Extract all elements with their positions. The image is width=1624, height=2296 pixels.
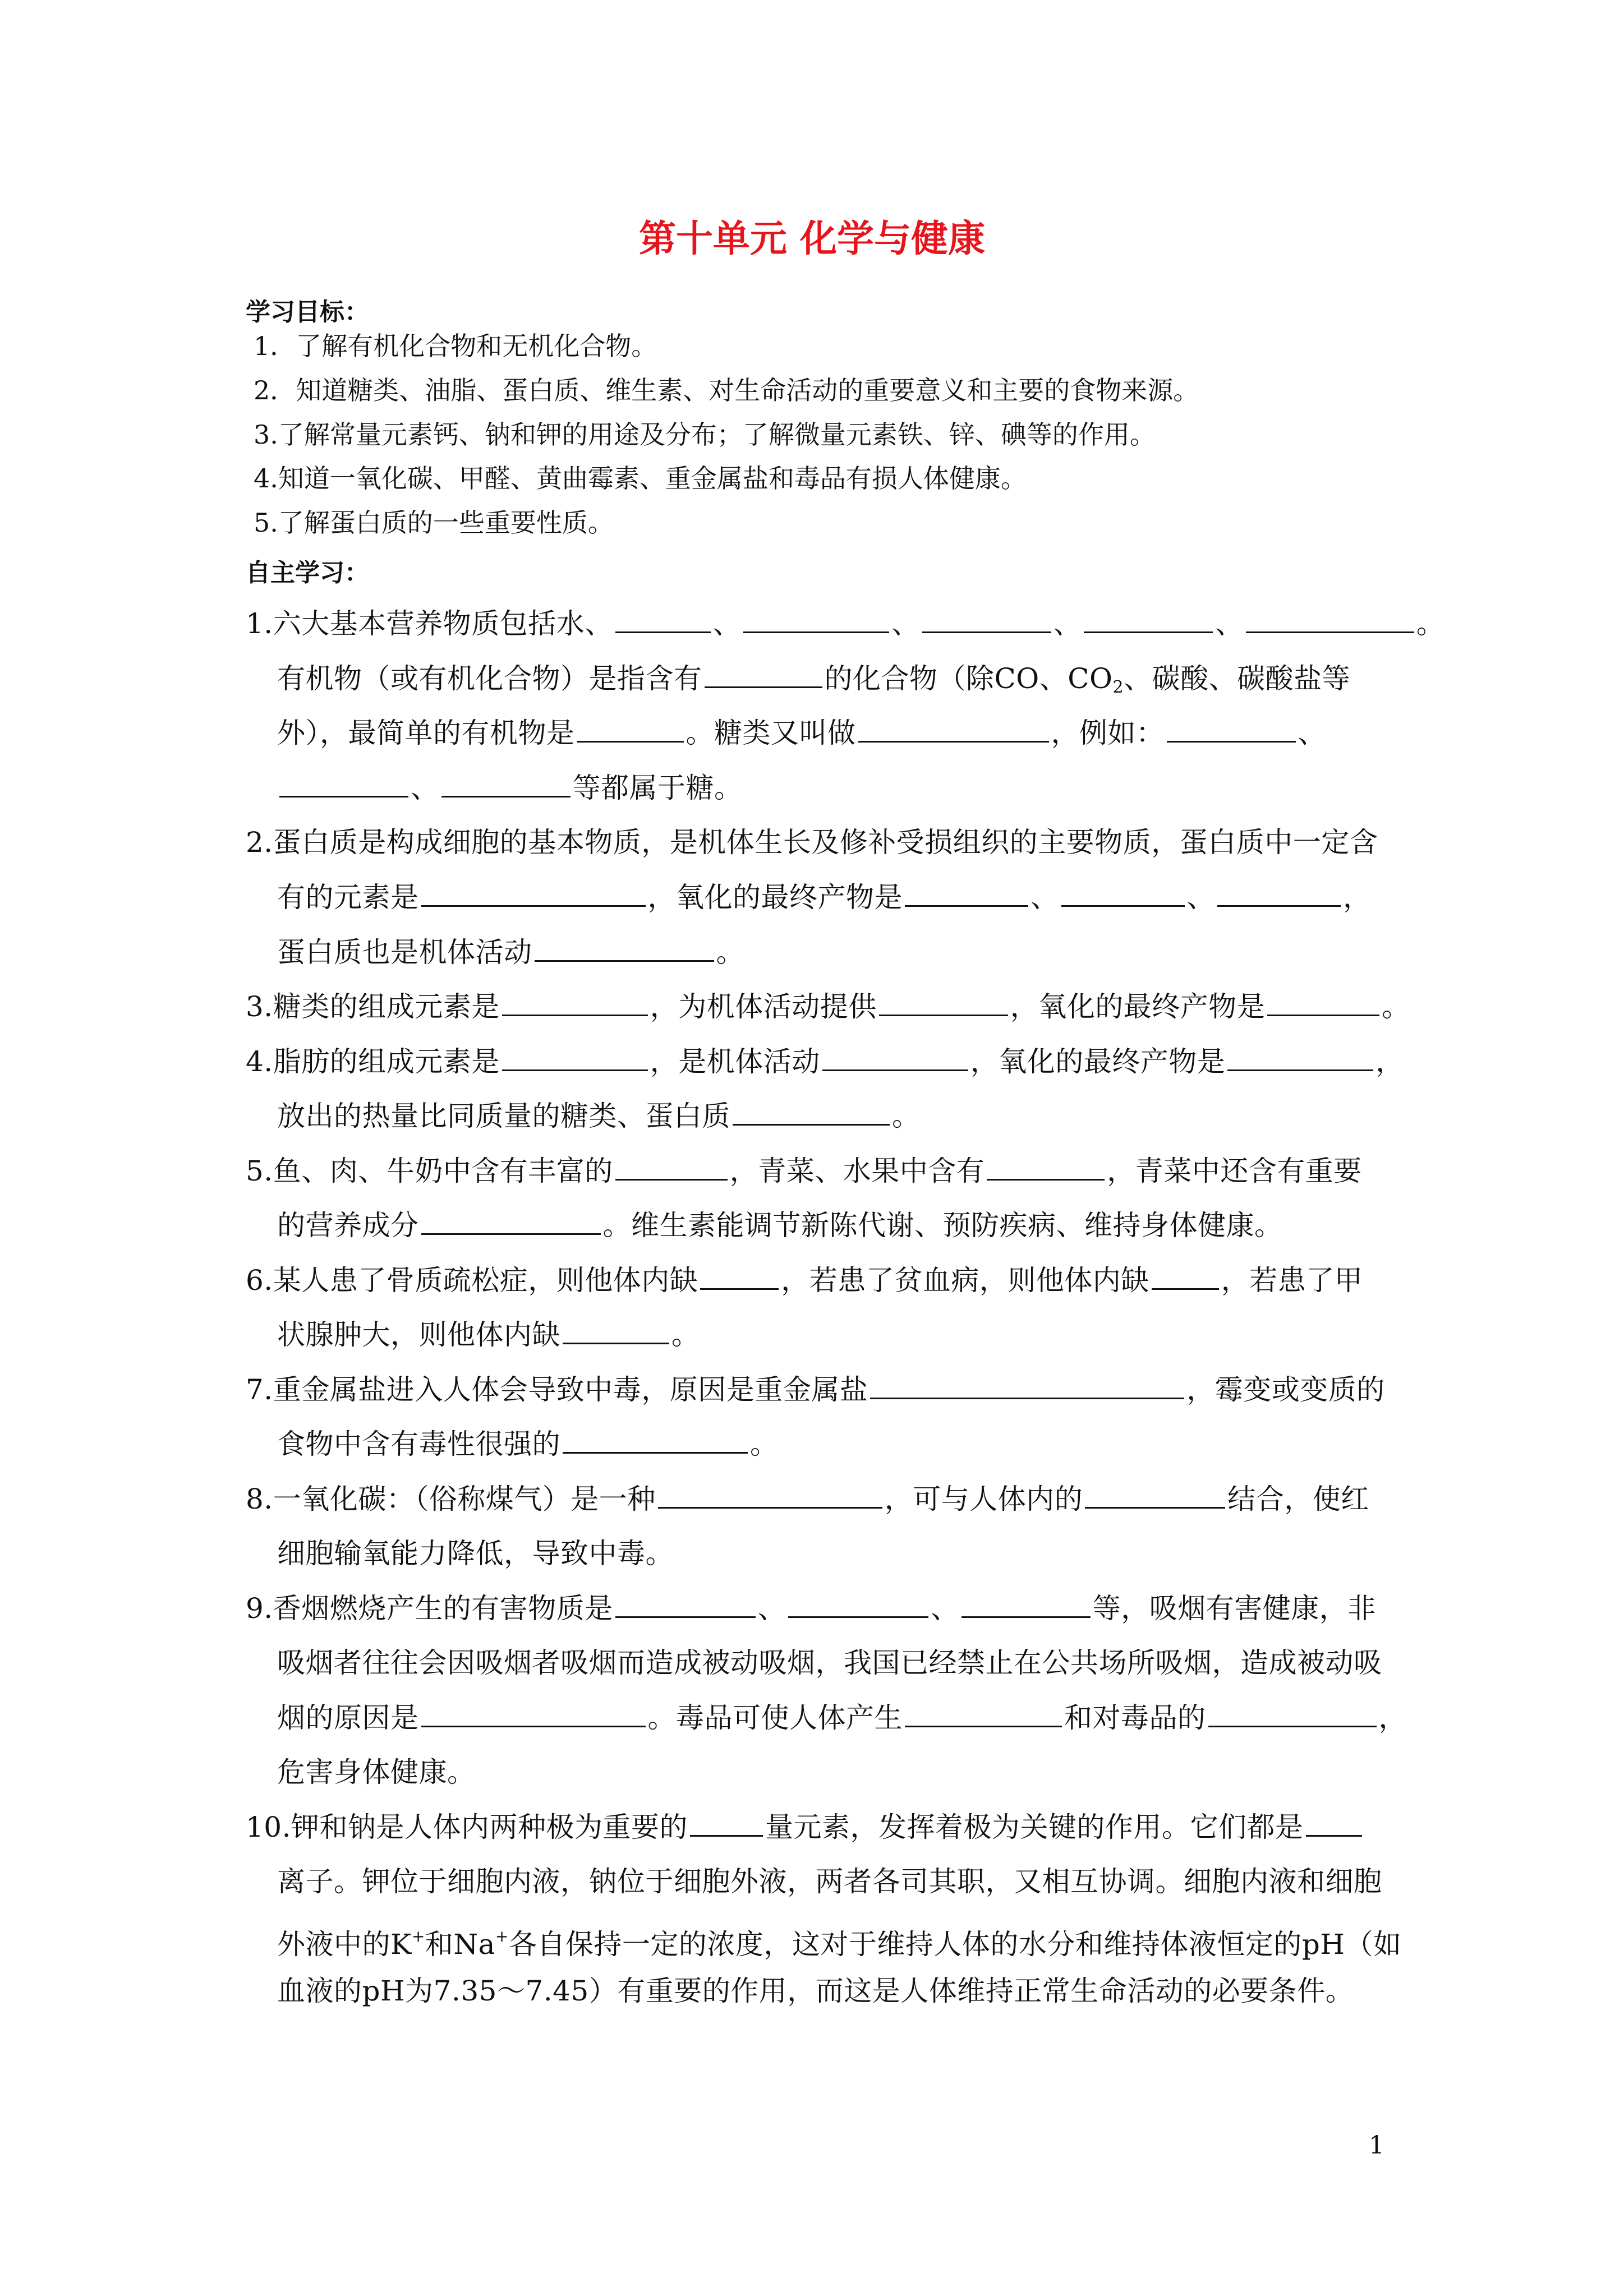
blank[interactable]	[870, 1373, 1184, 1399]
blank[interactable]	[658, 1482, 882, 1509]
blank[interactable]	[987, 1154, 1105, 1181]
self-study-heading: 自主学习：	[246, 559, 369, 587]
question-4-line-2: 放出的热量比同质量的糖类、蛋白质 。	[277, 1100, 921, 1132]
blank[interactable]	[421, 1209, 601, 1235]
blank[interactable]	[421, 1701, 646, 1727]
blank[interactable]	[1085, 1482, 1225, 1509]
blank[interactable]	[421, 880, 646, 907]
blank[interactable]	[905, 880, 1028, 907]
blank[interactable]	[961, 1592, 1091, 1618]
question-9-line-4: 危害身体健康。	[277, 1756, 476, 1788]
blank[interactable]	[879, 990, 1008, 1016]
blank[interactable]	[1084, 607, 1213, 633]
objective-2: 2．知道糖类、油脂、蛋白质、维生素、对生命活动的重要意义和主要的食物来源。	[254, 375, 1199, 405]
question-1-line-2: 有机物（或有机化合物）是指含有 的化合物（除CO、$CO_2$、碳酸、碳酸盐等	[277, 662, 1351, 697]
question-5-line-2: 的营养成分 。维生素能调节新陈代谢、预防疾病、维持身体健康。	[277, 1209, 1283, 1242]
blank[interactable]	[1246, 607, 1414, 633]
blank[interactable]	[1167, 716, 1296, 743]
objective-1: 1．了解有机化合物和无机化合物。	[254, 331, 657, 361]
question-9-line-2: 吸烟者往往会因吸烟者吸烟而造成被动吸烟，我国已经禁止在公共场所吸烟，造成被动吸	[277, 1647, 1382, 1679]
objective-5: 5.了解蛋白质的一些重要性质。	[254, 508, 614, 538]
blank[interactable]	[577, 716, 684, 743]
blank[interactable]	[922, 607, 1051, 633]
question-10-line-2: 离子。钾位于细胞内液，钠位于细胞外液，两者各司其职，又相互协调。细胞内液和细胞	[277, 1865, 1382, 1898]
question-7-line-1: 7.重金属盐进入人体会导致中毒，原因是重金属盐 ，霉变或变质的	[246, 1373, 1385, 1406]
blank[interactable]	[1227, 1045, 1373, 1071]
blank[interactable]	[1306, 1810, 1362, 1837]
blank[interactable]	[563, 1318, 669, 1344]
question-9-line-1: 9.香烟燃烧产生的有害物质是 、 、 等，吸烟有害健康，非	[246, 1592, 1376, 1625]
blank[interactable]	[1217, 880, 1341, 907]
blank[interactable]	[1267, 990, 1379, 1016]
blank[interactable]	[1152, 1264, 1219, 1290]
blank[interactable]	[858, 716, 1049, 743]
objective-4: 4.知道一氧化碳、甲醛、黄曲霉素、重金属盐和毒品有损人体健康。	[254, 463, 1027, 494]
page-number: 1	[1369, 2131, 1384, 2160]
objectives-heading: 学习目标：	[246, 298, 369, 326]
question-8-line-1: 8.一氧化碳：（俗称煤气）是一种 ，可与人体内的 结合，使红	[246, 1483, 1369, 1515]
objective-3: 3.了解常量元素钙、钠和钾的用途及分布；了解微量元素铁、锌、碘等的作用。	[254, 419, 1156, 450]
question-3: 3.糖类的组成元素是 ，为机体活动提供 ，氧化的最终产物是 。	[246, 990, 1410, 1023]
question-5-line-1: 5.鱼、肉、牛奶中含有丰富的 ，青菜、水果中含有 ，青菜中还含有重要	[246, 1155, 1362, 1187]
blank[interactable]	[733, 1099, 890, 1126]
question-10-line-1: 10.钾和钠是人体内两种极为重要的 量元素，发挥着极为关键的作用。它们都是	[246, 1809, 1364, 1845]
blank[interactable]	[441, 771, 571, 797]
question-7-line-2: 食物中含有毒性很强的 。	[277, 1428, 779, 1460]
question-6-line-2: 状腺肿大，则他体内缺 。	[277, 1318, 700, 1351]
question-9-line-3: 烟的原因是 。毒品可使人体产生 和对毒品的 ，	[277, 1702, 1407, 1734]
question-10-line-4: 血液的pH为7.35～7.45）有重要的作用，而这是人体维持正常生命活动的必要条件。	[277, 1975, 1354, 2007]
blank[interactable]	[822, 1045, 968, 1071]
blank[interactable]	[615, 1154, 728, 1181]
question-10-line-3: 外液中的K+和Na+各自保持一定的浓度，这对于维持人体的水分和维持体液恒定的pH（如	[277, 1927, 1402, 1961]
blank[interactable]	[563, 1427, 748, 1454]
blank[interactable]	[788, 1592, 928, 1618]
blank[interactable]	[279, 771, 408, 797]
question-1-line-4: 、 等都属于糖。	[277, 770, 743, 806]
blank[interactable]	[705, 662, 822, 688]
question-6-line-1: 6.某人患了骨质疏松症，则他体内缺 ，若患了贫血病，则他体内缺 ，若患了甲	[246, 1264, 1363, 1297]
blank[interactable]	[1061, 880, 1185, 907]
question-1-line-3: 外），最简单的有机物是 。糖类又叫做 ，例如： 、	[277, 717, 1326, 749]
blank[interactable]	[502, 1045, 648, 1071]
question-2-line-1: 2.蛋白质是构成细胞的基本物质，是机体生长及修补受损组织的主要物质，蛋白质中一定含	[246, 826, 1378, 859]
question-4-line-1: 4.脂肪的组成元素是 ，是机体活动 ，氧化的最终产物是 ，	[246, 1045, 1404, 1078]
question-8-line-2: 细胞输氧能力降低，导致中毒。	[277, 1537, 674, 1570]
blank[interactable]	[615, 607, 711, 633]
page-title: 第十单元 化学与健康	[639, 217, 985, 260]
question-2-line-3: 蛋白质也是机体活动 。	[277, 936, 744, 969]
question-1-line-1: 1.六大基本营养物质包括水、 、 、 、 、 。	[246, 607, 1445, 640]
question-2-line-2: 有的元素是 ，氧化的最终产物是 、 、 ，	[277, 881, 1372, 914]
blank[interactable]	[535, 935, 714, 962]
blank[interactable]	[690, 1810, 763, 1837]
blank[interactable]	[615, 1592, 756, 1618]
blank[interactable]	[1208, 1701, 1377, 1727]
blank[interactable]	[743, 607, 889, 633]
blank[interactable]	[502, 990, 648, 1016]
blank[interactable]	[700, 1264, 779, 1290]
blank[interactable]	[905, 1701, 1062, 1727]
